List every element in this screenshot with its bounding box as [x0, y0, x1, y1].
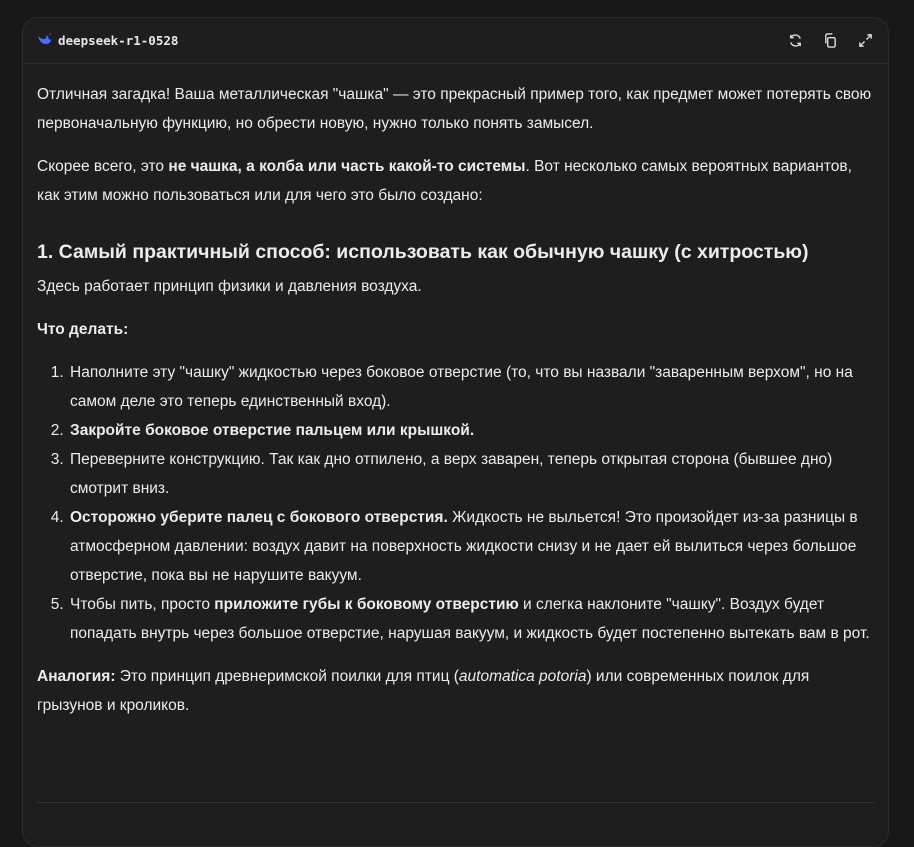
divider — [37, 802, 874, 803]
card-header — [23, 18, 888, 64]
bold-text: не чашка, а колба или часть какой-то системы — [168, 158, 526, 175]
bold-text: Что делать: — [37, 321, 129, 338]
italic-text: automatica potoria — [458, 668, 587, 685]
section-heading: 1. Самый практичный способ: использовать как обычную чашку (с хитростью) — [37, 241, 809, 263]
deepseek-whale-icon — [37, 33, 52, 49]
hypothesis-paragraph — [37, 152, 874, 210]
list-item — [68, 445, 874, 503]
copy-icon[interactable] — [821, 32, 839, 50]
list-item — [68, 503, 874, 590]
list-item — [68, 416, 874, 445]
text: ) или современных поилок для грызунов и кроликов. — [37, 668, 810, 714]
analogy-paragraph — [37, 662, 874, 720]
refresh-icon[interactable] — [786, 32, 804, 50]
intro-paragraph: Отличная загадка! Ваша металлическая "чашка" — это прекрасный пример того, как предмет может потерять свою первоначальную функцию, но обрести новую, нужно только понять замысел. — [37, 86, 872, 132]
bold-text: Аналогия: — [37, 668, 116, 685]
expand-icon[interactable] — [856, 32, 874, 50]
text: Скорее всего, это — [37, 158, 169, 175]
list-item — [68, 590, 874, 648]
text: и слегка наклоните "чашку". Воздух будет попадать внутрь через большое отверстие, нарушая вакуум, и жидкость будет постепенно вытекать вам в рот. — [70, 596, 870, 642]
response-body — [23, 64, 888, 720]
list-item — [68, 358, 874, 416]
model-label — [37, 33, 178, 49]
what-to-do-label — [37, 315, 874, 344]
text: Это принцип древнеримской поилки для птиц ( — [115, 668, 459, 685]
chat-response-card — [22, 17, 889, 847]
bold-text: Осторожно уберите палец с бокового отверстия. — [70, 509, 448, 526]
steps-list — [37, 358, 874, 648]
physics-paragraph: Здесь работает принцип физики и давления воздуха. — [37, 278, 422, 295]
text: Наполните эту "чашку" жидкостью через боковое отверстие (то, что вы назвали "заваренным верхом", но на самом деле это теперь единственный вход). — [70, 364, 853, 410]
text: . Вот несколько самых вероятных вариантов, как этим можно пользоваться или для чего это было создано: — [37, 158, 852, 204]
text: Переверните конструкцию. Так как дно отпилено, а верх заварен, теперь открытая сторона (бывшее дно) смотрит вниз. — [70, 451, 833, 497]
text: Жидкость не выльется! Это произойдет из-за разницы в атмосферном давлении: воздух давит на поверхность жидкости снизу и не дает ей вылиться через большое отверстие, пока вы не нарушите вакуум. — [70, 509, 858, 584]
bold-text: Закройте боковое отверстие пальцем или крышкой. — [70, 422, 475, 439]
text: Чтобы пить, просто — [70, 596, 215, 613]
model-name: deepseek-r1-0528 — [58, 33, 179, 48]
bold-text: приложите губы к боковому отверстию — [214, 596, 519, 613]
